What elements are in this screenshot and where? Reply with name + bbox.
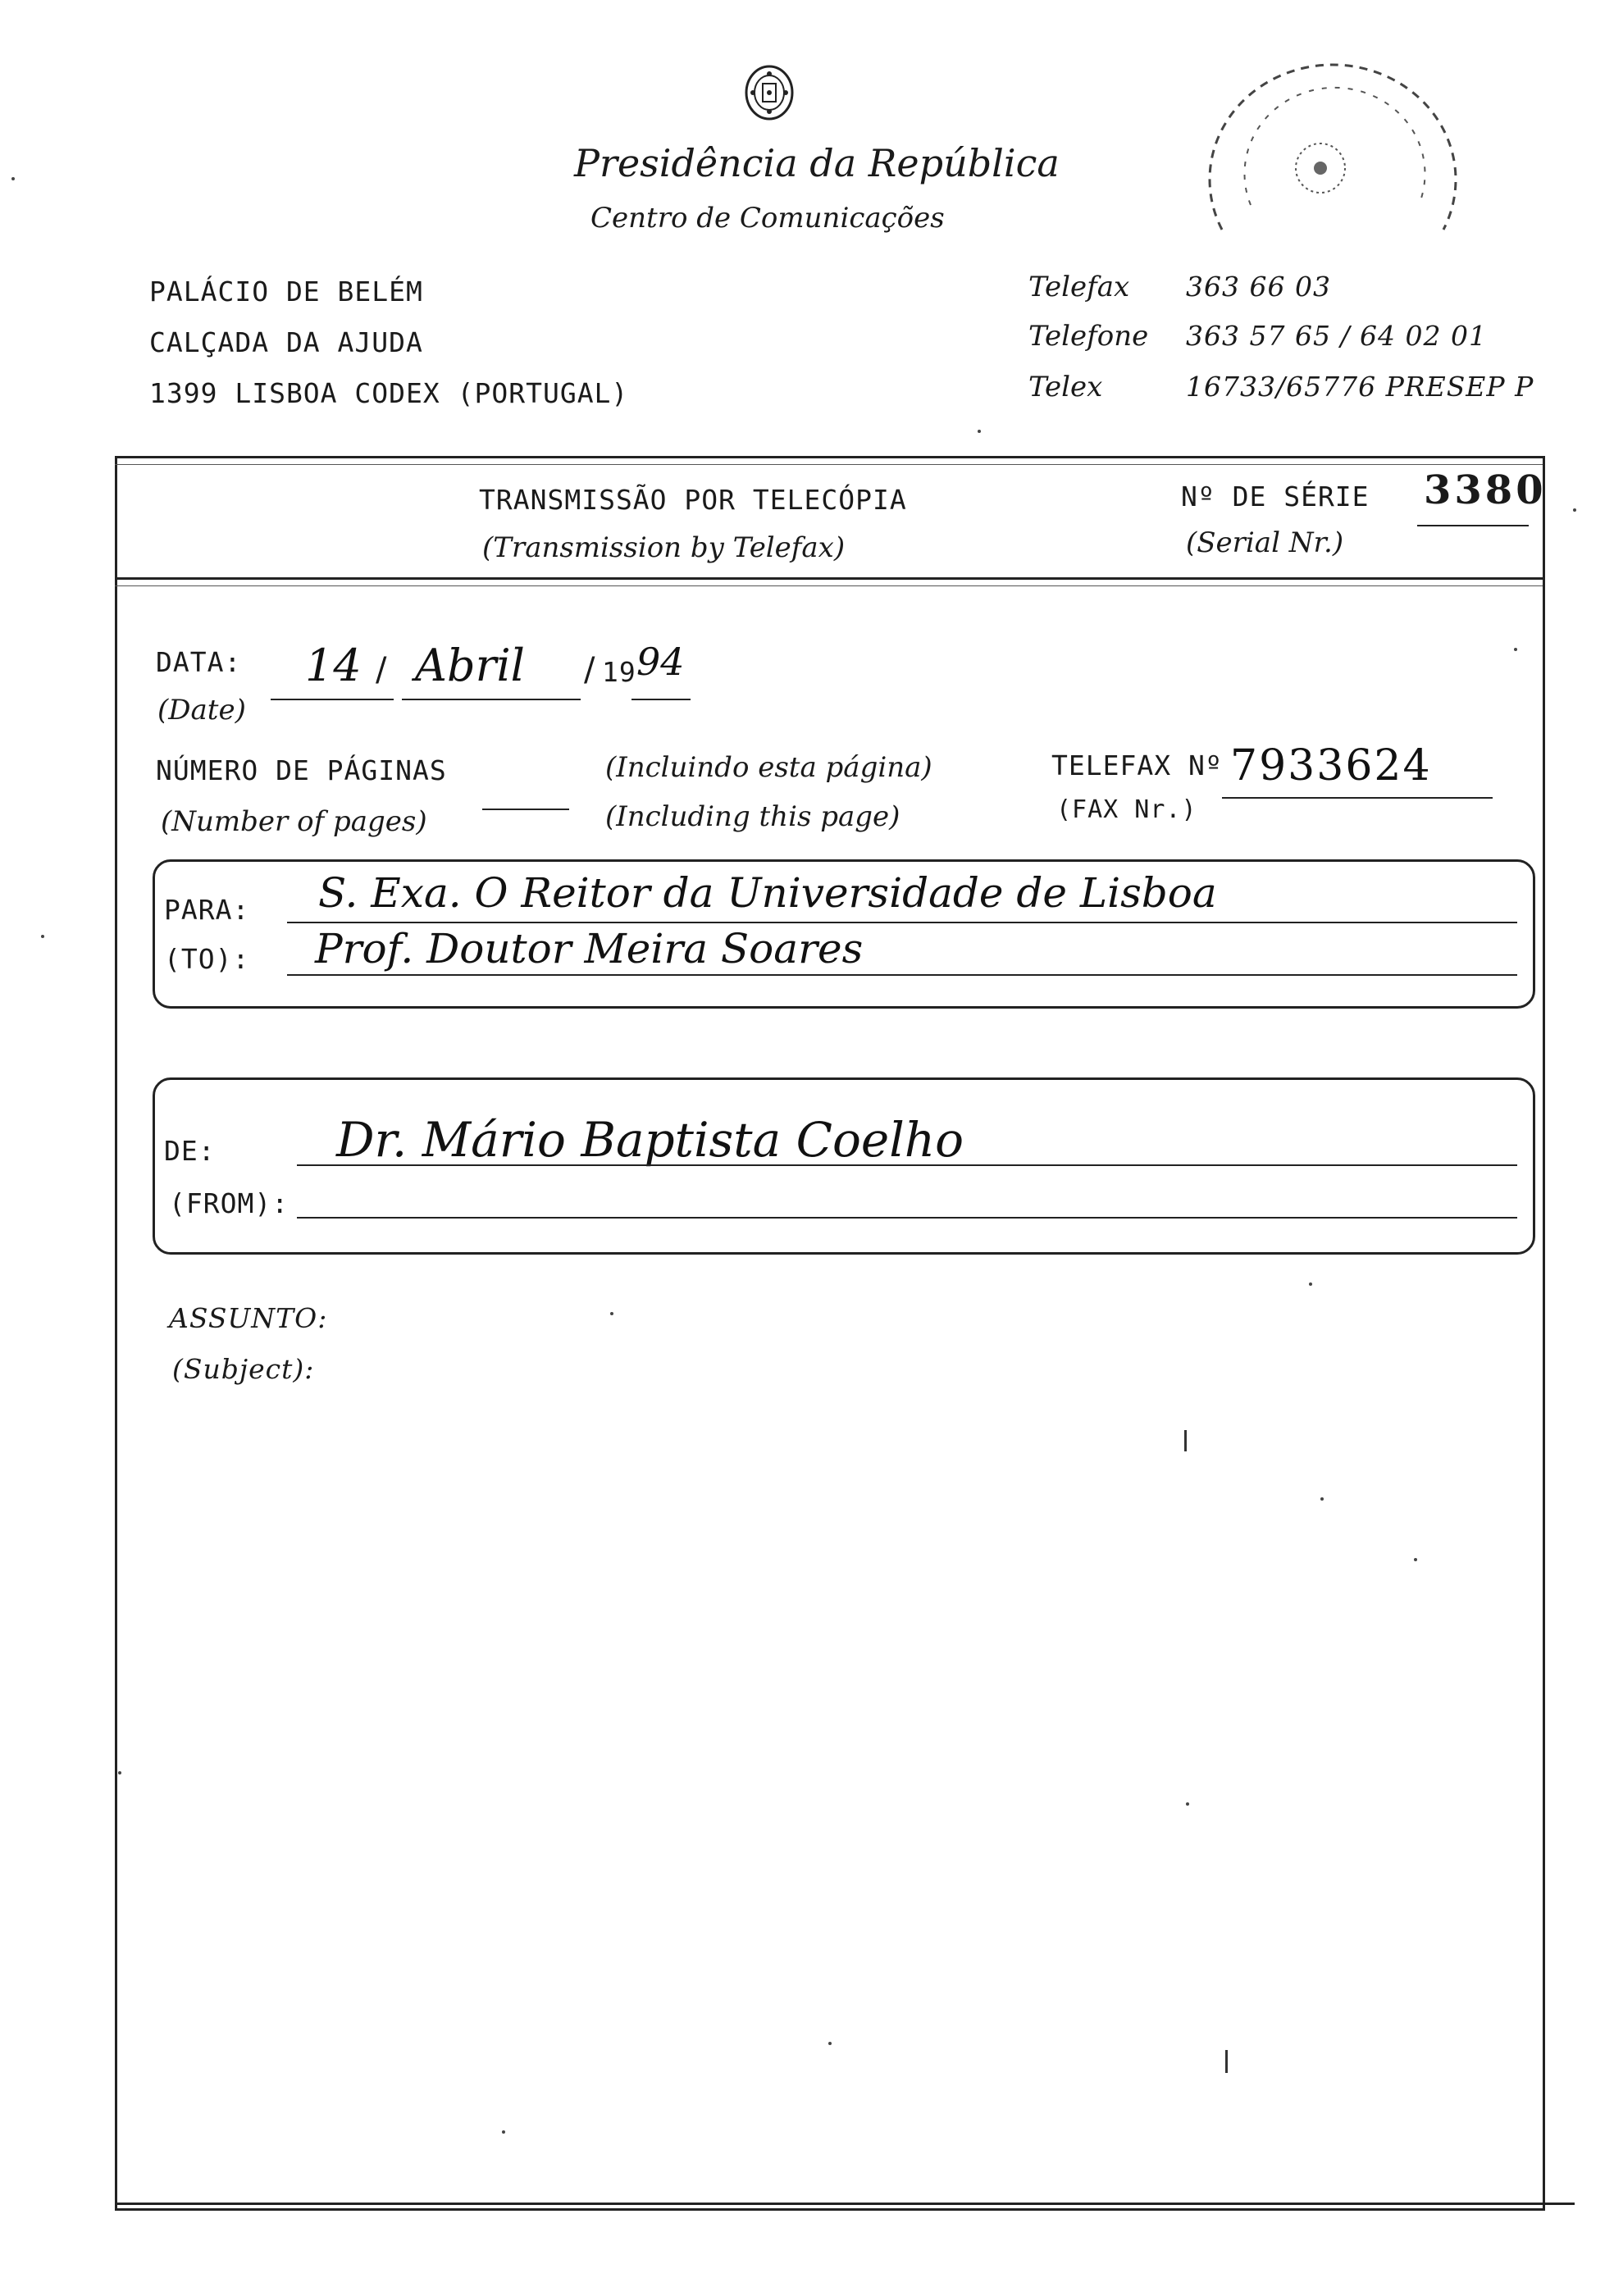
including-label: (Incluindo esta página) <box>605 751 932 784</box>
including-label-en: (Including this page) <box>605 800 900 833</box>
office-stamp <box>1173 25 1468 287</box>
pages-label: NÚMERO DE PÁGINAS <box>156 754 447 786</box>
contact-label: Telex <box>1028 371 1103 403</box>
to-label-en: (TO): <box>164 943 250 975</box>
serial-label: Nº DE SÉRIE <box>1181 481 1370 512</box>
fax-label: TELEFAX Nº <box>1051 749 1223 781</box>
pages-line <box>482 809 569 810</box>
address-line: CALÇADA DA AJUDA <box>149 326 423 358</box>
institution-name: Presidência da República <box>574 141 1060 185</box>
address-line: 1399 LISBOA CODEX (PORTUGAL) <box>149 377 629 409</box>
fax-label-en: (FAX Nr.) <box>1056 795 1197 824</box>
to-line-2: Prof. Doutor Meira Soares <box>315 925 864 973</box>
form-title: TRANSMISSÃO POR TELECÓPIA <box>479 484 907 516</box>
contact-value: 16733/65776 PRESEP P <box>1186 371 1534 403</box>
date-label: DATA: <box>156 646 242 678</box>
pages-label-en: (Number of pages) <box>161 805 427 838</box>
header-divider <box>115 577 1543 580</box>
from-line-1: Dr. Mário Baptista Coelho <box>336 1112 964 1168</box>
contact-label: Telefone <box>1028 320 1149 353</box>
from-label: DE: <box>164 1135 216 1167</box>
contact-value: 363 57 65 / 64 02 01 <box>1186 320 1487 352</box>
date-year-prefix: 19 <box>602 656 636 688</box>
form-frame <box>115 456 1545 2211</box>
subject-label-en: (Subject): <box>172 1353 315 1385</box>
date-label-en: (Date) <box>157 694 246 727</box>
address-line: PALÁCIO DE BELÉM <box>149 276 423 308</box>
coat-of-arms-emblem <box>743 62 796 123</box>
contact-value: 363 66 03 <box>1186 271 1331 303</box>
from-label-en: (FROM): <box>169 1187 290 1219</box>
contact-label: Telefax <box>1028 271 1130 303</box>
department-name: Centro de Comunicações <box>590 202 945 235</box>
serial-label-en: (Serial Nr.) <box>1186 526 1344 559</box>
to-label: PARA: <box>164 894 250 926</box>
date-year-suffix: 94 <box>636 640 685 684</box>
form-title-en: (Transmission by Telefax) <box>482 531 846 564</box>
serial-number: 3380 <box>1424 467 1547 513</box>
fax-number: 7933624 <box>1230 741 1432 790</box>
date-month: Abril <box>415 640 525 691</box>
date-day: 14 <box>305 640 362 691</box>
subject-label: ASSUNTO: <box>169 1302 328 1334</box>
to-line-1: S. Exa. O Reitor da Universidade de Lisboa <box>318 869 1217 917</box>
